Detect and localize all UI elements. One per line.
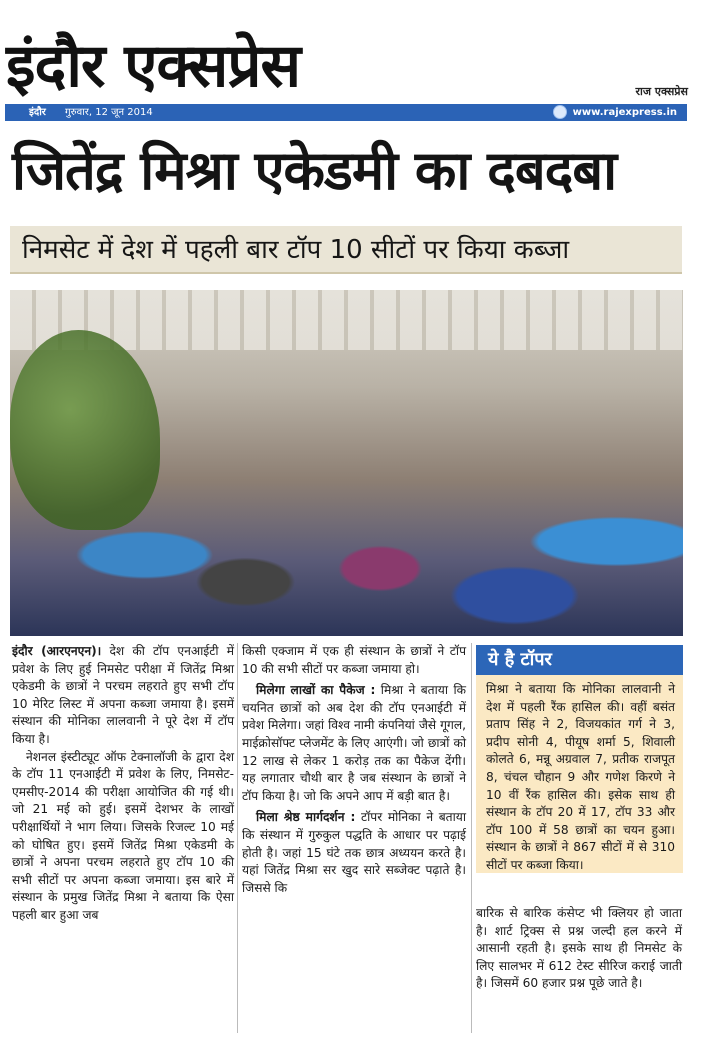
- column-divider: [237, 643, 238, 1033]
- article-paragraph: [242, 682, 466, 805]
- toppers-title: ये है टॉपर: [476, 645, 683, 675]
- toppers-box: [476, 645, 683, 873]
- article-paragraph: [12, 643, 234, 749]
- dateline: इंदौर (आरएनएन)।: [12, 644, 102, 658]
- date-band: [5, 104, 687, 121]
- section-heading: मिलेगा लाखों का पैकेज :: [256, 683, 376, 698]
- article-paragraph: [242, 809, 466, 897]
- column-divider: [471, 643, 472, 1033]
- article-column-1: [12, 643, 234, 925]
- article-paragraph-text: मिश्रा ने बताया कि चयनित छात्रों को अब देश की टॉप एनआईटी में प्रवेश मिलेगा। जहां विश्व नामी कंपनियां जैसे गूगल, माईक्रोसॉफ्ट प्लेजमेंट के लिए आएंगी। जो छात्रों को 12 लाख से लेकर 1 करोड़ तक का पैकेज देंगी। यह लगातार चौथी बार है जब संस्थान के छात्रों ने टॉप किया है। जो कि अपने आप में बड़ी बात है।: [242, 683, 466, 803]
- headline: जितेंद्र मिश्रा एकेडमी का दबदबा: [12, 139, 617, 202]
- article-paragraph: किसी एक्जाम में एक ही संस्थान के छात्रों ने टॉप 10 की सभी सीटों पर कब्जा जमाया हो।: [242, 644, 466, 676]
- article-paragraph-text: टॉपर मोनिका ने बताया कि संस्थान में गुरुकुल पद्धति के आधार पर पढ़ाई होती है। जहां 15 घंटे तक छात्र अध्ययन करते है। यहां जितेंद्र मिश्रा सर खुद सारे सब्जेक्ट पढ़ाते है। जिससे कि: [242, 810, 466, 895]
- article-paragraph: नेशनल इंस्टीट्यूट ऑफ टेक्नालॉजी के द्वारा देश के टॉप 11 एनआईटी में प्रवेश के लिए, निमसेट-एमसीए-2014 की परीक्षा आयोजित की गई थी। जो 21 मई को हुई। इसमें देशभर के लाखों परीक्षार्थियों ने भाग लिया। जिसके रिजल्ट 10 मई को घोषित हुए। इसमें जितेंद्र मिश्रा एकेडमी के छात्रों ने अपना परचम लहराते हुए टॉप 10 की सभी सीटों पर अपना कब्जा जमाया। इस बारे में संस्थान के प्रमुख जितेंद्र मिश्रा ने बताया कि ऐसा पहली बार हुआ जब: [12, 749, 234, 922]
- masthead-subtitle: राज एक्सप्रेस: [635, 85, 688, 98]
- group-photo: [10, 290, 683, 636]
- section-heading: मिला श्रेष्ठ मार्गदर्शन :: [256, 810, 356, 825]
- article-paragraph-text: देश की टॉप एनआईटी में प्रवेश के लिए हुई निमसेट परीक्षा में जितेंद्र मिश्रा एकेडमी के छात्रों ने परचम लहराते हुए सभी टॉप 10 मेरिट लिस्ट में अपना कब्जा जमाया है। इसमें संस्थान की मोनिका लालवानी ने पूरे देश में टॉप किया है।: [12, 644, 234, 746]
- masthead-title: इंदौर एक्सप्रेस: [6, 31, 301, 101]
- globe-icon: [553, 105, 567, 119]
- article-column-3: [476, 905, 682, 993]
- article-column-2: [242, 643, 466, 897]
- date-band-city: इंदौर: [29, 107, 46, 118]
- toppers-text: मिश्रा ने बताया कि मोनिका लालवानी ने देश में पहली रैंक हासिल की। वहीं बसंत प्रताप सिंह ने 2, विजयकांत गर्ग ने 3, प्रदीप सोनी 4, पीयूष शर्मा 5, शिवाली कोलते 6, मन्नू अग्रवाल 7, प्रतीक राजपूत 8, चंचल चौहान 9 और गणेश किरणे ने 10 वीं रैंक हासिल की। इसेक साथ ही संस्थान के टॉप 20 में 17, टॉप 33 और टॉप 100 में 58 छात्रों का चयन हुआ। संस्थान के छात्रों ने 867 सीटों में से 310 सीटों पर कब्जा किया।: [486, 682, 675, 872]
- article-paragraph: बारिक से बारिक कंसेप्ट भी क्लियर हो जाता है। शार्ट ट्रिक्स से प्रश्न जल्दी हल करने में आसानी रहती है। इसके साथ ही निमसेट के लिए सालभर में 612 टेस्ट सीरिज कराई जाती है। जिसमें 60 हजार प्रश्न पूछे जाते है।: [476, 906, 682, 991]
- website-link[interactable]: www.rajexpress.in: [572, 107, 677, 118]
- photo-crowd: [10, 366, 683, 636]
- subheadline: निमसेट में देश में पहली बार टॉप 10 सीटों पर किया कब्जा: [10, 226, 682, 274]
- date-band-date: गुरुवार, 12 जून 2014: [65, 107, 153, 118]
